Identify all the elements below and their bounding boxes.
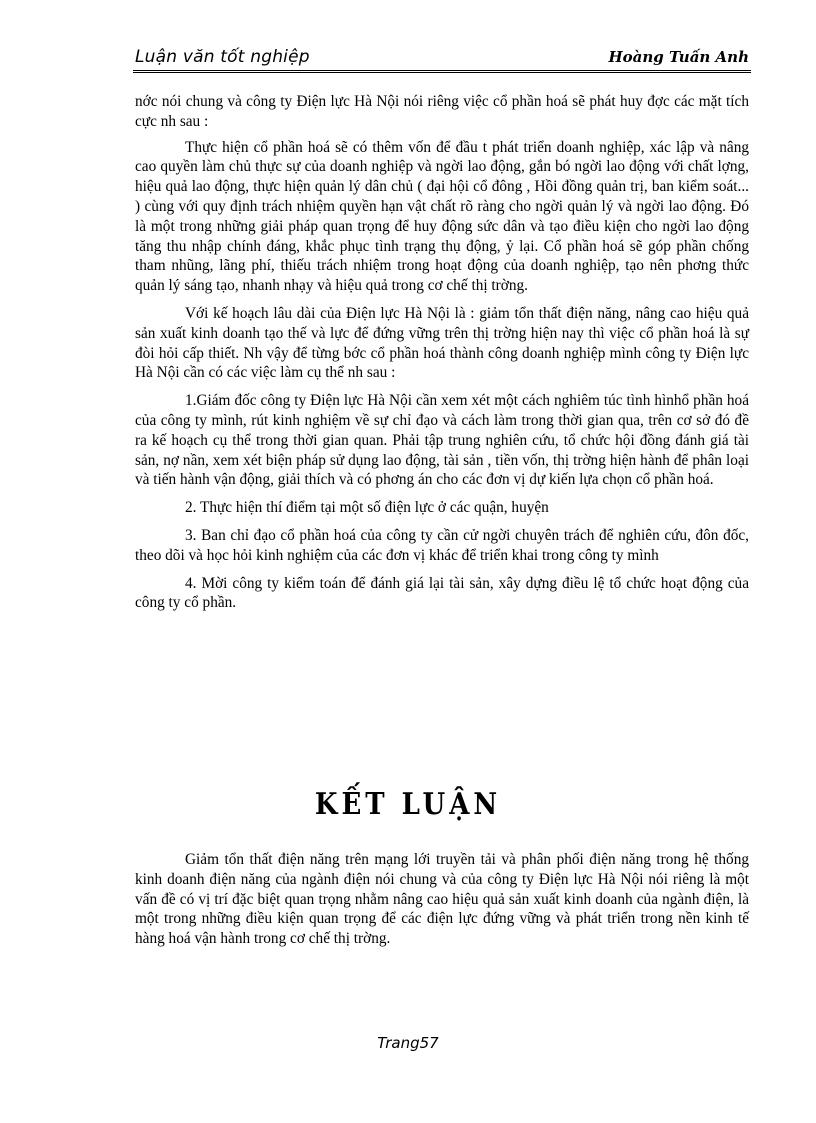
body-text (135, 92, 749, 613)
paragraph: Thực hiện cổ phần hoá sẽ có thêm vốn để đầu t phát triển doanh nghiệp, xác lập và nâng cao quyền làm chủ thực sự của doanh nghiệp và ngời lao động, gắn bó ngời lao động với chất lợng, hiệu quả lao động, thực hiện quản lý dân chủ ( đại hội cổ đông , Hồi đồng quản trị, ban kiểm soát... ) cùng với quy định trách nhiệm quyền hạn vật chất rõ ràng cho ngời quản lý và ngời lao động. Đó là một trong những giải pháp quan trọng để huy động sức dân và tạo điều kiện cho ngời lao động tăng thu nhập chính đáng, khắc phục tình trạng thụ động, ỷ lại. Cổ phần hoá sẽ góp phần chống tham nhũng, lãng phí, thiếu trách nhiệm trong hoạt động của doanh nghiệp, tạo nên phơng thức quản lý sáng tạo, nhanh nhạy và hiệu quả trong cơ chế thị trờng. (135, 138, 749, 295)
conclusion-paragraph: Giảm tổn thất điện năng trên mạng lới truyền tải và phân phối điện năng trong hệ thống kinh doanh điện năng của ngành điện nói chung và của công ty Điện lực Hà Nội nói riêng là một vấn đề có vị trí đặc biệt quan trọng nhằm nâng cao hiệu quả sản xuất kinh doanh của ngành điện, là một trong những điều kiện quan trọng để các điện lực đứng vững và phát triển trong nền kinh tế hàng hoá vận hành trong cơ chế thị trờng. (135, 851, 749, 948)
list-item: 4. Mời công ty kiểm toán để đánh giá lại tài sản, xây dựng điều lệ tổ chức hoạt động của công ty cổ phần. (135, 574, 749, 612)
page-number: Trang57 (377, 1034, 439, 1052)
list-item: 2. Thực hiện thí điểm tại một số điện lực ở các quận, huyện (185, 499, 549, 517)
thesis-title: Luận văn tốt nghiệp (135, 47, 310, 67)
author-name: Hoàng Tuấn Anh (608, 48, 749, 66)
conclusion-heading: KẾT LUẬN (314, 787, 502, 823)
paragraph: Với kế hoạch lâu dài của Điện lực Hà Nội là : giảm tổn thất điện năng, nâng cao hiệu quả sản xuất kinh doanh tạo thế và lực để đứng vững trên thị trờng hiện nay thì việc cổ phần hoá là sự đòi hỏi cấp thiết. Nh vậy để từng bớc cổ phần hoá thành công doanh nghiệp mình công ty Điện lực Hà Nội cần có các việc làm cụ thể nh sau : (135, 304, 749, 382)
list-item: 3. Ban chỉ đạo cổ phần hoá của công ty cần cử ngời chuyên trách để nghiên cứu, đôn đốc, theo dõi và học hỏi kinh nghiệm của các đơn vị khác để triển khai trong công ty mình (135, 526, 749, 564)
paragraph: nớc nói chung và công ty Điện lực Hà Nội nói riêng việc cổ phần hoá sẽ phát huy đợc các mặt tích cực nh sau : (135, 93, 749, 130)
list-item: 1.Giám đốc công ty Điện lực Hà Nội cần xem xét một cách nghiêm túc tình hìnhổ phần hoá của công ty mình, rút kinh nghiệm về sự chỉ đạo và cách làm trong thời gian qua, trên cơ sở đó đề ra kế hoạch cụ thể trong thời gian quan. Phải tập trung nghiên cứu, tổ chức hội đồng đánh giá tài sản, nợ nần, xem xét biện pháp sử dụng lao động, tài sản , tiền vốn, thị trờng hiện hành để phân loại và tiến hành vận động, giải thích và có phơng án cho các đơn vị dự kiến lựa chọn cổ phần hoá. (135, 392, 749, 489)
page-header (133, 44, 751, 73)
